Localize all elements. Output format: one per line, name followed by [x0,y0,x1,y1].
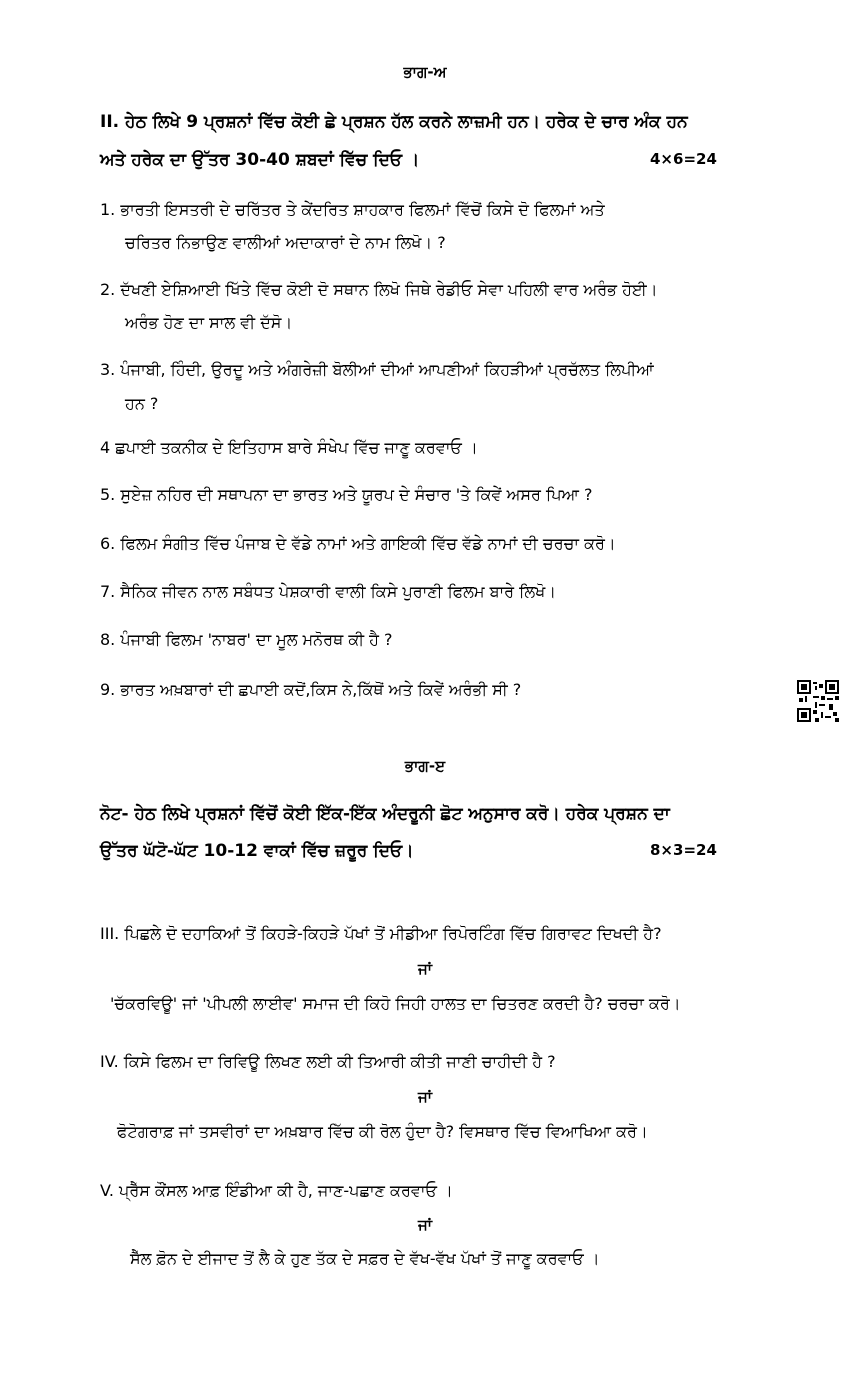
question-3-line2: ਹਨ ? [125,394,159,413]
question-III: III. ਪਿਛਲੇ ਦੋ ਦਹਾਕਿਆਂ ਤੋਂ ਕਿਹੜੇ-ਕਿਹੜੇ ਪੱਖਾਂ ਤੋਂ ਮੀਡੀਆ ਰਿਪੋਰਟਿੰਗ ਵਿੱਚ ਗਿਰਾਵਟ ਦਿਖਦੀ ਹੈ? [100,924,662,943]
question-IV-alternative: ਫੋਟੋਗਰਾਫ਼ ਜਾਂ ਤਸਵੀਰਾਂ ਦਾ ਅਖ਼ਬਾਰ ਵਿੱਚ ਕੀ ਰੋਲ ਹੁੰਦਾ ਹੈ? ਵਿਸਥਾਰ ਵਿੱਚ ਵਿਆਖਿਆ ਕਰੋ। [117,1122,648,1141]
question-V-alternative: ਸੈੱਲ ਫ਼ੋਨ ਦੇ ਈਜਾਦ ਤੋਂ ਲੈ ਕੇ ਹੁਣ ਤੱਕ ਦੇ ਸਫ਼ਰ ਦੇ ਵੱਖ-ਵੱਖ ਪੱਖਾਂ ਤੋਂ ਜਾਣੂ ਕਰਵਾਓ । [130,1249,600,1268]
question-III-alternative: 'ਚੱਕਰਵਿਊ' ਜਾਂ 'ਪੀਪਲੀ ਲਾਈਵ' ਸਮਾਜ ਦੀ ਕਿਹੋ ਜਿਹੀ ਹਾਲਤ ਦਾ ਚਿਤਰਣ ਕਰਦੀ ਹੈ? ਚਰਚਾ ਕਰੋ। [110,994,681,1013]
part-a-heading: ਭਾਗ-ਅ [403,63,447,81]
or-label-1: ਜਾਂ [417,960,433,978]
part-a-marks: 4×6=24 [650,150,717,168]
question-5: 5. ਸੁਏਜ਼ ਨਹਿਰ ਦੀ ਸਥਾਪਨਾ ਦਾ ਭਾਰਤ ਅਤੇ ਯੂਰਪ ਦੇ ਸੰਚਾਰ 'ਤੇ ਕਿਵੇਂ ਅਸਰ ਪਿਆ ? [100,485,593,504]
or-label-3: ਜਾਂ [417,1216,433,1234]
part-b-instruction-line1: ਨੋਟ- ਹੇਠ ਲਿਖੇ ਪ੍ਰਸ਼ਨਾਂ ਵਿੱਚੋਂ ਕੋਈ ਇੱਕ-ਇੱਕ ਅੰਦਰੂਨੀ ਛੋਟ ਅਨੁਸਾਰ ਕਰੋ। ਹਰੇਕ ਪ੍ਰਸ਼ਨ ਦਾ [100,804,670,824]
question-1-line1: 1. ਭਾਰਤੀ ਇਸਤਰੀ ਦੇ ਚਰਿੱਤਰ ਤੇ ਕੇਂਦਰਿਤ ਸ਼ਾਹਕਾਰ ਫਿਲਮਾਂ ਵਿੱਚੋਂ ਕਿਸੇ ਦੋ ਫਿਲਮਾਂ ਅਤੇ [100,200,605,219]
or-label-2: ਜਾਂ [417,1088,433,1106]
question-3-line1: 3. ਪੰਜਾਬੀ, ਹਿੰਦੀ, ਉਰਦੂ ਅਤੇ ਅੰਗਰੇਜ਼ੀ ਬੋਲੀਆਂ ਦੀਆਂ ਆਪਣੀਆਂ ਕਿਹੜੀਆਂ ਪ੍ਰਚੱਲਤ ਲਿਪੀਆਂ [100,360,654,379]
question-4: 4 ਛਪਾਈ ਤਕਨੀਕ ਦੇ ਇਤਿਹਾਸ ਬਾਰੇ ਸੰਖੇਪ ਵਿੱਚ ਜਾਣੂ ਕਰਵਾਓ । [100,438,478,457]
part-b-marks: 8×3=24 [650,841,717,859]
part-a-instruction-line1: II. ਹੇਠ ਲਿਖੇ 9 ਪ੍ਰਸ਼ਨਾਂ ਵਿੱਚ ਕੋਈ ਛੇ ਪ੍ਰਸ਼ਨ ਹੱਲ ਕਰਨੇ ਲਾਜ਼ਮੀ ਹਨ। ਹਰੇਕ ਦੇ ਚਾਰ ਅੰਕ ਹਨ [100,112,688,132]
question-IV: IV. ਕਿਸੇ ਫਿਲਮ ਦਾ ਰਿਵਿਊ ਲਿਖਣ ਲਈ ਕੀ ਤਿਆਰੀ ਕੀਤੀ ਜਾਣੀ ਚਾਹੀਦੀ ਹੈ ? [100,1052,556,1071]
question-9: 9. ਭਾਰਤ ਅਖ਼ਬਾਰਾਂ ਦੀ ਛਪਾਈ ਕਦੋਂ,ਕਿਸ ਨੇ,ਕਿੱਥੋਂ ਅਤੇ ਕਿਵੇਂ ਅਰੰਭੀ ਸੀ ? [100,680,522,699]
question-2-line1: 2. ਦੱਖਣੀ ਏਸ਼ਿਆਈ ਖਿੱਤੇ ਵਿੱਚ ਕੋਈ ਦੋ ਸਥਾਨ ਲਿਖੋ ਜਿਥੇ ਰੇਡੀਓ ਸੇਵਾ ਪਹਿਲੀ ਵਾਰ ਅਰੰਭ ਹੋਈ। [100,280,658,299]
question-6: 6. ਫਿਲਮ ਸੰਗੀਤ ਵਿੱਚ ਪੰਜਾਬ ਦੇ ਵੱਡੇ ਨਾਮਾਂ ਅਤੇ ਗਾਇਕੀ ਵਿੱਚ ਵੱਡੇ ਨਾਮਾਂ ਦੀ ਚਰਚਾ ਕਰੋ। [100,534,616,553]
question-7: 7. ਸੈਨਿਕ ਜੀਵਨ ਨਾਲ ਸਬੰਧਤ ਪੇਸ਼ਕਾਰੀ ਵਾਲੀ ਕਿਸੇ ਪੁਰਾਣੀ ਫਿਲਮ ਬਾਰੇ ਲਿਖੋ। [100,582,557,601]
part-b-heading: ਭਾਗ-ੲ [404,757,446,775]
part-b-instruction-line2: ਉੱਤਰ ਘੱਟੋ-ਘੱਟ 10-12 ਵਾਕਾਂ ਵਿੱਚ ਜ਼ਰੂਰ ਦਿਓ। [100,841,414,861]
qr-code-icon [797,680,839,722]
question-V: V. ਪ੍ਰੈੱਸ ਕੌਂਸਲ ਆਫ਼ ਇੰਡੀਆ ਕੀ ਹੈ, ਜਾਣ-ਪਛਾਣ ਕਰਵਾਓ । [100,1181,453,1200]
part-a-instruction-line2: ਅਤੇ ਹਰੇਕ ਦਾ ਉੱਤਰ 30-40 ਸ਼ਬਦਾਂ ਵਿੱਚ ਦਿਓ । [100,150,420,170]
question-1-line2: ਚਰਿਤਰ ਨਿਭਾਉਣ ਵਾਲੀਆਂ ਅਦਾਕਾਰਾਂ ਦੇ ਨਾਮ ਲਿਖੋ। ? [125,233,446,252]
question-2-line2: ਅਰੰਭ ਹੋਣ ਦਾ ਸਾਲ ਵੀ ਦੱਸੋ। [125,313,293,332]
question-8: 8. ਪੰਜਾਬੀ ਫਿਲਮ 'ਨਾਬਰ' ਦਾ ਮੂਲ ਮਨੋਰਥ ਕੀ ਹੈ ? [100,630,393,649]
